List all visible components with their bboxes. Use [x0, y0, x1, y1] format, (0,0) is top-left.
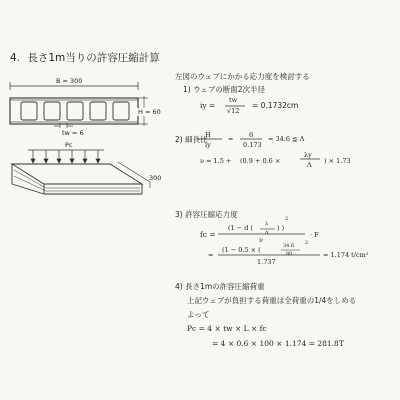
step4-line2: よって — [187, 310, 210, 319]
fc-result: = 1.174 t/cm² — [323, 251, 369, 259]
slab-top — [12, 164, 142, 184]
h-over: H — [205, 131, 211, 139]
step4-line3: Pc = 4 × tw × L × fc — [187, 324, 267, 333]
fc-nu: ν — [259, 236, 263, 244]
fc-lambda-cap: Λ — [265, 230, 269, 236]
iy-result: = 0.1732cm — [252, 101, 299, 110]
nu-paren: (0.9 + 0.6 × — [240, 157, 281, 165]
iy-denominator: √12 — [227, 107, 240, 115]
nu-lambda-cap: Λ — [307, 161, 312, 169]
fc-val80: 80 — [286, 251, 293, 257]
step1-heading: 1) ウェブの断面2次半径 — [183, 85, 266, 94]
iy-lhs: iy = — [200, 101, 216, 110]
step4-line4: = 4 × 0.6 × 100 × 1.174 = 281.8T — [212, 339, 344, 348]
h-label: H = 60 — [138, 108, 161, 116]
tw-label: tw = 6 — [62, 129, 84, 137]
fc-square1: 2 — [285, 216, 289, 222]
load-arrows — [28, 150, 104, 163]
eq-sign: = — [228, 135, 234, 143]
step2-heading: 2) 細長比 — [175, 135, 208, 144]
fc-times-f: · F — [310, 231, 319, 239]
step4-heading: 4) 長さ1mの許容圧縮荷重 — [175, 282, 265, 291]
length-label: 300 — [149, 174, 162, 182]
fc-num2: (1 − 0.5 × ( — [222, 246, 261, 254]
fc-square2: 2 — [305, 240, 309, 246]
nu-lambda-y: λy — [304, 151, 312, 159]
pc-label: Pc — [65, 141, 73, 149]
iy-under: iy — [205, 141, 211, 149]
fc-num1: (1 − d ( — [228, 224, 254, 232]
nu-end: ) × 1.73 — [324, 157, 351, 165]
step3-heading: 3) 許容圧縮応力度 — [175, 210, 238, 219]
fc-close: ) ) — [277, 224, 285, 232]
b-label: B = 300 — [56, 77, 83, 85]
fc-lhs: fc = — [200, 230, 216, 239]
section-title: 長さ1m当りの許容圧縮計算 — [27, 52, 160, 64]
fc-nu2: 1.737 — [257, 258, 276, 266]
lambda-result: = 34.6 ≦ Λ — [268, 135, 305, 143]
nu-lhs: ν = 1.5 + — [200, 157, 232, 165]
iy-value: 0.173 — [243, 141, 262, 149]
fc-val34: 34.6 — [283, 243, 295, 249]
iy-numerator: tw — [229, 96, 238, 104]
six-over: 6 — [249, 131, 254, 139]
section-number: 4. — [10, 52, 21, 64]
step4-line1: 上記ウェブが負担する荷重は全荷重の1/4をしめる — [187, 296, 357, 305]
intro-text: 左図のウェブにかかる応力度を検討する — [175, 72, 310, 81]
fc-lambda: λ — [265, 221, 269, 227]
fc-eq: = — [208, 251, 214, 259]
